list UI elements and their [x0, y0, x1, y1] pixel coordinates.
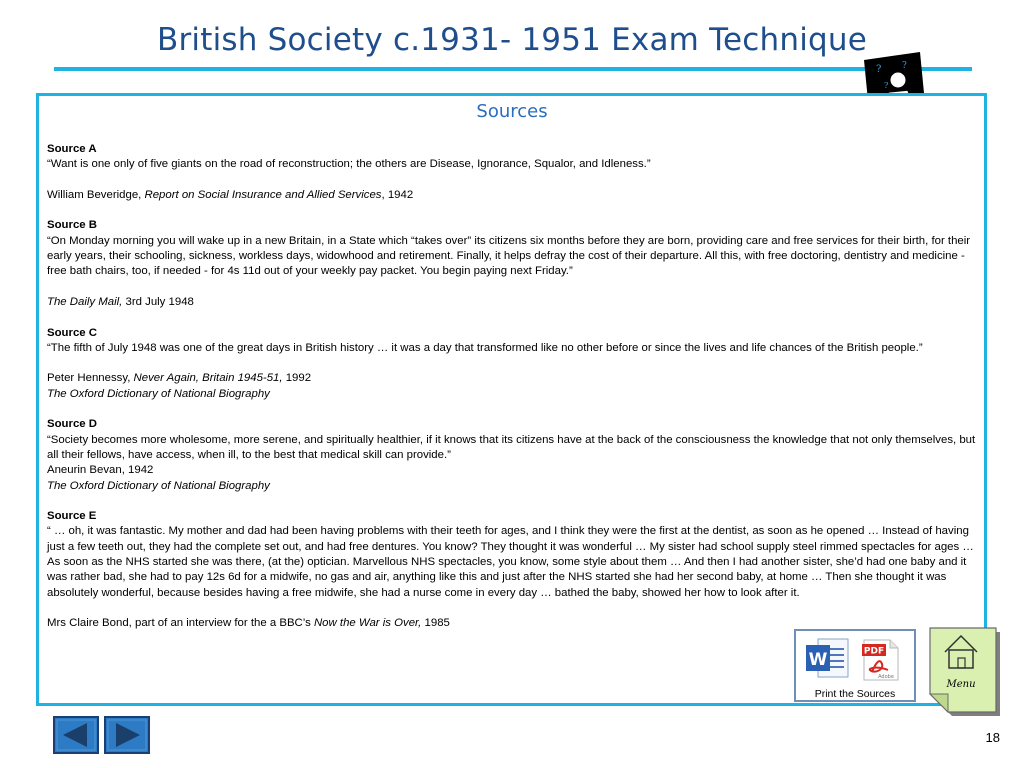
- source-b-quote: “On Monday morning you will wake up in a new Britain, in a State which “takes over” its citizens six months before they are born, providing care and free services for their birth, for their early years, their schooling, sickness, workless days, widowhood and retirement. Finally, it helps defray the cost of their departure. All this, with free doctoring, dentistry and medicine - free bath chairs, too, if needed - for 4s 11d out of your weekly pay packet. You begin paying next Friday.”: [47, 234, 971, 278]
- svg-text:?: ?: [884, 81, 889, 90]
- source-c-quote: “The fifth of July 1948 was one of the great days in British history … it was a day that transformed like no other before or since the lives and life chances of the British people.”: [47, 341, 923, 354]
- source-e-quote: “ … oh, it was fantastic. My mother and dad had been having problems with their teeth for ages, and I think they were the first at the dentist, as soon as he opened … Instead of having just a few teeth out, they had the complete set out, and had free dentures. You know? They thought it was wonderful … My sister had school supply steel rimmed spectacles for ages … As soon as the NHS started she was there, (at the) optician. Marvellous NHS spectacles, you know, some style about them … And then I had another sister, she’d had one baby and it was rather bad, she had to pay 12s 6d for a midwife, no gas and air, anything like this and just after the NHS started she had her second baby, at home … Then she thought it was absolutely wonderful, because besides having a free midwife, she had a nurse come in every day … bathed the baby, showed her how to look after it.: [47, 525, 974, 599]
- title-underline: [54, 67, 972, 71]
- svg-text:W: W: [808, 650, 828, 670]
- menu-label[interactable]: Menu: [946, 679, 976, 690]
- svg-text:?: ?: [902, 61, 907, 71]
- source-d-reference: The Oxford Dictionary of National Biography: [47, 479, 270, 492]
- source-e-author: Mrs Claire Bond, part of an interview for the a BBC’s: [47, 617, 314, 630]
- source-c-attribution: [47, 371, 982, 386]
- sources-text: [47, 142, 982, 632]
- page-number: 18: [985, 730, 1000, 745]
- source-d-label: Source D: [47, 418, 98, 431]
- source-a-year: , 1942: [381, 188, 414, 201]
- svg-text:?: ?: [876, 64, 882, 75]
- source-a-author: William Beveridge,: [47, 188, 145, 201]
- source-e-title: Now the War is Over,: [313, 617, 422, 630]
- source-a-quote: “Want is one only of five giants on the road of reconstruction; the others are Disease, Ignorance, Squalor, and Idleness.”: [47, 158, 651, 171]
- source-b-label: Source B: [47, 219, 98, 232]
- pdf-badge-text: PDF: [863, 646, 885, 657]
- word-document-icon[interactable]: [804, 637, 850, 681]
- previous-slide-button[interactable]: [53, 716, 99, 754]
- source-c-title: Never Again, Britain 1945-51,: [133, 372, 283, 385]
- source-c-author: Peter Hennessy,: [47, 372, 134, 385]
- source-d-quote: “Society becomes more wholesome, more serene, and spiritually healthier, if it knows that its citizens have at the back of the consciousness the knowledge that not only themselves, but all their fellows, have access, when ill, to the best that medical skill can provide.”: [47, 433, 976, 461]
- print-sources-label[interactable]: Print the Sources: [814, 688, 896, 700]
- source-b-date: 3rd July 1948: [122, 295, 194, 308]
- source-e-label: Source E: [47, 510, 97, 523]
- source-e-year: 1985: [421, 617, 450, 630]
- menu-button[interactable]: [928, 626, 1004, 718]
- source-a-title: Report on Social Insurance and Allied Services: [144, 188, 382, 201]
- source-c-year: 1992: [282, 372, 312, 385]
- slide-title: British Society c.1931- 1951 Exam Technique: [156, 22, 868, 58]
- source-c-label: Source C: [47, 326, 98, 339]
- pdf-adobe-icon[interactable]: [858, 638, 902, 682]
- source-a-attribution: [47, 188, 982, 203]
- sources-heading: Sources: [476, 101, 548, 122]
- source-a-label: Source A: [47, 143, 97, 155]
- adobe-text: Adobe: [878, 674, 894, 680]
- source-b-title: The Daily Mail,: [47, 295, 123, 308]
- next-slide-button[interactable]: [104, 716, 150, 754]
- source-d-author: Aneurin Bevan, 1942: [47, 464, 154, 477]
- source-c-reference: The Oxford Dictionary of National Biography: [47, 387, 270, 400]
- source-b-attribution: [47, 295, 982, 310]
